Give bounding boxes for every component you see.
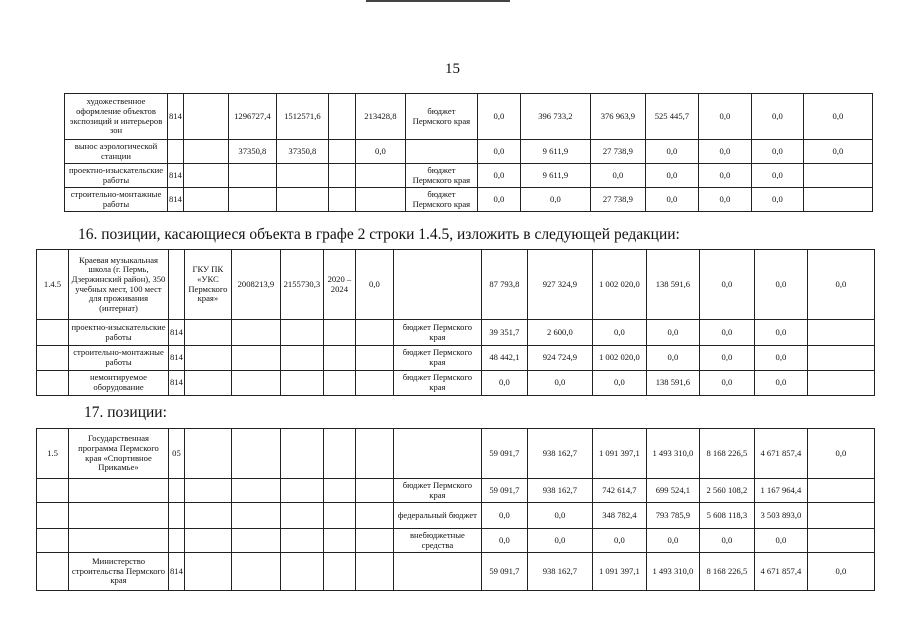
table-cell: 0,0 <box>477 140 520 164</box>
table-cell <box>280 529 323 553</box>
table-cell <box>323 371 355 396</box>
table-cell: 27 738,9 <box>590 188 645 212</box>
table-cell: 0,0 <box>481 371 527 396</box>
table-cell: бюджет Пермского края <box>405 94 477 140</box>
table-cell: 0,0 <box>807 553 874 591</box>
table-cell <box>355 320 393 346</box>
table-item-1-5 <box>36 428 875 591</box>
table-cell <box>184 529 231 553</box>
table-cell: художественное оформление объектов экспозиций и интерьеров зон <box>65 94 168 140</box>
table-cell: 814 <box>168 94 184 140</box>
table-cell: 348 782,4 <box>592 503 646 529</box>
table-cell: 48 442,1 <box>481 346 527 371</box>
table-cell <box>231 429 280 479</box>
table-cell <box>355 346 393 371</box>
table-cell <box>328 188 355 212</box>
table-cell: 0,0 <box>592 529 646 553</box>
table-cell: 0,0 <box>698 94 751 140</box>
table-cell <box>355 371 393 396</box>
table-cell: 37350,8 <box>228 140 276 164</box>
table-cell: 0,0 <box>807 429 874 479</box>
table-cell <box>184 479 231 503</box>
table-cell <box>169 503 185 529</box>
table-cell <box>355 429 393 479</box>
table-cell: 938 162,7 <box>527 479 592 503</box>
table-cell: 0,0 <box>699 346 754 371</box>
table-cell: 0,0 <box>751 94 803 140</box>
table-cell: бюджет Пермского края <box>393 479 481 503</box>
table-cell: 0,0 <box>481 503 527 529</box>
table-cell: 0,0 <box>699 529 754 553</box>
table-cell <box>37 479 69 503</box>
table-cell <box>803 188 872 212</box>
table-cell <box>231 503 280 529</box>
table-cell: 0,0 <box>751 164 803 188</box>
table-cell <box>393 250 481 320</box>
table-cell <box>323 346 355 371</box>
table-cell: 4 671 857,4 <box>754 553 807 591</box>
table-cell <box>280 371 323 396</box>
table-cell <box>323 320 355 346</box>
table-row <box>37 429 875 479</box>
table-cell: 1 002 020,0 <box>592 250 646 320</box>
table-cell: федеральный бюджет <box>393 503 481 529</box>
table-cell: 814 <box>168 188 184 212</box>
table-row <box>65 164 873 188</box>
table-cell: 814 <box>169 320 185 346</box>
table-cell <box>69 503 169 529</box>
table-cell: 9 611,9 <box>520 140 590 164</box>
table-cell <box>37 320 69 346</box>
table-cell <box>328 94 355 140</box>
table-item-1-4-5 <box>36 249 875 396</box>
table-cell <box>231 529 280 553</box>
table-cell: 927 324,9 <box>527 250 592 320</box>
table-cell <box>184 346 231 371</box>
table-cell: 1 167 964,4 <box>754 479 807 503</box>
table-cell <box>803 164 872 188</box>
table-cell <box>328 164 355 188</box>
table-cell: 0,0 <box>527 503 592 529</box>
table-cell: 1 493 310,0 <box>646 553 699 591</box>
table-cell <box>355 503 393 529</box>
table-cell: 59 091,7 <box>481 553 527 591</box>
table-cell <box>807 503 874 529</box>
table-cell <box>169 529 185 553</box>
table-cell <box>231 371 280 396</box>
table-cell: 0,0 <box>645 188 698 212</box>
table-cell <box>184 553 231 591</box>
table-cell: 0,0 <box>803 94 872 140</box>
table-cell: 0,0 <box>807 250 874 320</box>
table-cell: 9 611,9 <box>520 164 590 188</box>
table-cell <box>276 188 328 212</box>
table-cell: 8 168 226,5 <box>699 553 754 591</box>
table-cell <box>37 529 69 553</box>
table-cell: 2155730,3 <box>280 250 323 320</box>
table-cell: бюджет Пермского края <box>405 164 477 188</box>
table-cell <box>323 503 355 529</box>
table-cell: 138 591,6 <box>646 250 699 320</box>
table-cell: 213428,8 <box>355 94 405 140</box>
table-cell: 0,0 <box>751 140 803 164</box>
table-cell <box>328 140 355 164</box>
table-cell: 37350,8 <box>276 140 328 164</box>
table-cell <box>405 140 477 164</box>
table-cell <box>323 529 355 553</box>
table-cell: 0,0 <box>590 164 645 188</box>
table-row <box>37 553 875 591</box>
table-cell: 05 <box>169 429 185 479</box>
table-cell: 0,0 <box>646 529 699 553</box>
table-cell <box>280 503 323 529</box>
table-cell <box>807 479 874 503</box>
table-cell <box>280 320 323 346</box>
table-cell: 0,0 <box>477 94 520 140</box>
table-row <box>37 346 875 371</box>
table-cell <box>280 479 323 503</box>
table-cell <box>69 479 169 503</box>
table-cell <box>37 503 69 529</box>
table-cell: 396 733,2 <box>520 94 590 140</box>
table-cell: 0,0 <box>754 250 807 320</box>
table-cell <box>183 164 228 188</box>
table-cell <box>184 503 231 529</box>
table-row <box>37 250 875 320</box>
table-cell: 0,0 <box>645 164 698 188</box>
table-cell: 0,0 <box>481 529 527 553</box>
table-cell <box>228 164 276 188</box>
table-cell <box>355 164 405 188</box>
table-cell <box>807 529 874 553</box>
table-cell <box>228 188 276 212</box>
table-cell: 0,0 <box>699 320 754 346</box>
table-cell: 1.4.5 <box>37 250 69 320</box>
table-cell: 814 <box>169 553 185 591</box>
table-cell <box>184 371 231 396</box>
table-row <box>65 188 873 212</box>
table-cell: 5 608 118,3 <box>699 503 754 529</box>
table-cell: 59 091,7 <box>481 479 527 503</box>
table-cell: 0,0 <box>803 140 872 164</box>
table-cell: 699 524,1 <box>646 479 699 503</box>
table-cell: 0,0 <box>477 188 520 212</box>
table-row <box>65 94 873 140</box>
table-cell: строительно-монтажные работы <box>65 188 168 212</box>
table-cell: 0,0 <box>698 188 751 212</box>
table-cell: бюджет Пермского края <box>393 371 481 396</box>
table-cell <box>231 320 280 346</box>
table-cell <box>37 346 69 371</box>
table-cell <box>184 320 231 346</box>
table-cell <box>807 371 874 396</box>
table-cell: 376 963,9 <box>590 94 645 140</box>
table-cell: 0,0 <box>592 371 646 396</box>
table-cell <box>37 553 69 591</box>
table-cell: 0,0 <box>698 140 751 164</box>
table-cell: 1.5 <box>37 429 69 479</box>
table-cell: 0,0 <box>754 320 807 346</box>
table-cell: 4 671 857,4 <box>754 429 807 479</box>
section-16-heading: 16. позиции, касающиеся объекта в графе 2 строки 1.4.5, изложить в следующей редакции: <box>78 226 680 243</box>
table-cell <box>355 529 393 553</box>
table-cell: 2020 – 2024 <box>323 250 355 320</box>
table-cell: 2008213,9 <box>231 250 280 320</box>
table-cell: немонтируемое оборудование <box>69 371 169 396</box>
table-cell <box>69 529 169 553</box>
table-cell <box>231 479 280 503</box>
table-cell: 0,0 <box>520 188 590 212</box>
table-row <box>37 479 875 503</box>
table-cell <box>183 140 228 164</box>
table-cell <box>184 429 231 479</box>
table-cell <box>355 553 393 591</box>
table-cell: 3 503 893,0 <box>754 503 807 529</box>
table-cell <box>231 553 280 591</box>
table-cell: 2 560 108,2 <box>699 479 754 503</box>
table-cell: Министерство строительства Пермского края <box>69 553 169 591</box>
table-cell: 0,0 <box>754 371 807 396</box>
table-row <box>37 503 875 529</box>
table-cell: 814 <box>169 346 185 371</box>
table-cell: 0,0 <box>477 164 520 188</box>
table-cell: бюджет Пермского края <box>405 188 477 212</box>
table-cell: 938 162,7 <box>527 553 592 591</box>
table-cell: 938 162,7 <box>527 429 592 479</box>
table-cell <box>323 479 355 503</box>
table-cell: проектно-изыскательские работы <box>65 164 168 188</box>
table-cell: ГКУ ПК «УКС Пермского края» <box>184 250 231 320</box>
table-cell <box>323 429 355 479</box>
table-row <box>37 529 875 553</box>
table-cell: 0,0 <box>699 371 754 396</box>
table-cell: 0,0 <box>646 346 699 371</box>
table-cell: 814 <box>168 164 184 188</box>
table-cell <box>355 188 405 212</box>
table-cell <box>231 346 280 371</box>
table-cell <box>37 371 69 396</box>
table-cell <box>169 250 185 320</box>
table-cell: 0,0 <box>645 140 698 164</box>
table-cell: 8 168 226,5 <box>699 429 754 479</box>
table-cell: 924 724,9 <box>527 346 592 371</box>
table-cell: 39 351,7 <box>481 320 527 346</box>
table-row <box>37 320 875 346</box>
table-cell: 87 793,8 <box>481 250 527 320</box>
table-cell: 1296727,4 <box>228 94 276 140</box>
table-cell: 0,0 <box>592 320 646 346</box>
table-cell: 525 445,7 <box>645 94 698 140</box>
table-continuation <box>64 93 873 212</box>
table-cell: 0,0 <box>355 250 393 320</box>
table-cell: бюджет Пермского края <box>393 346 481 371</box>
table-cell: 793 785,9 <box>646 503 699 529</box>
table-cell: строительно-монтажные работы <box>69 346 169 371</box>
table-cell: внебюджетные средства <box>393 529 481 553</box>
table-cell: 0,0 <box>754 346 807 371</box>
table-cell: 0,0 <box>754 529 807 553</box>
table-cell: 0,0 <box>699 250 754 320</box>
table-cell: бюджет Пермского края <box>393 320 481 346</box>
table-cell <box>183 94 228 140</box>
page-number: 15 <box>445 61 460 77</box>
table-cell: проектно-изыскательские работы <box>69 320 169 346</box>
table-cell: 814 <box>169 371 185 396</box>
table-cell: 1512571,6 <box>276 94 328 140</box>
table-cell: 27 738,9 <box>590 140 645 164</box>
table-cell: 0,0 <box>698 164 751 188</box>
table-cell: 1 091 397,1 <box>592 553 646 591</box>
section-17-heading: 17. позиции: <box>84 404 167 421</box>
table-cell <box>807 320 874 346</box>
table-cell: 0,0 <box>527 529 592 553</box>
table-cell: 0,0 <box>646 320 699 346</box>
table-cell <box>393 553 481 591</box>
table-cell <box>807 346 874 371</box>
table-cell: 138 591,6 <box>646 371 699 396</box>
table-cell: 0,0 <box>751 188 803 212</box>
table-row <box>37 371 875 396</box>
table-cell <box>276 164 328 188</box>
table-cell: 59 091,7 <box>481 429 527 479</box>
table-cell <box>183 188 228 212</box>
top-rule <box>366 0 510 2</box>
table-cell <box>323 553 355 591</box>
table-cell: 0,0 <box>527 371 592 396</box>
table-cell <box>169 479 185 503</box>
table-cell: 1 002 020,0 <box>592 346 646 371</box>
table-cell <box>280 346 323 371</box>
table-cell: 1 493 310,0 <box>646 429 699 479</box>
table-row <box>65 140 873 164</box>
table-cell <box>280 429 323 479</box>
table-cell: вынос аэрологической станции <box>65 140 168 164</box>
table-cell: 2 600,0 <box>527 320 592 346</box>
table-cell <box>393 429 481 479</box>
table-cell: 0,0 <box>355 140 405 164</box>
table-cell <box>280 553 323 591</box>
table-cell: Краевая музыкальная школа (г. Пермь, Дзержинский район), 350 учебных мест, 100 мест для проживания (интернат) <box>69 250 169 320</box>
table-cell <box>355 479 393 503</box>
table-cell <box>168 140 184 164</box>
table-cell: Государственная программа Пермского края «Спортивное Прикамье» <box>69 429 169 479</box>
table-cell: 1 091 397,1 <box>592 429 646 479</box>
table-cell: 742 614,7 <box>592 479 646 503</box>
